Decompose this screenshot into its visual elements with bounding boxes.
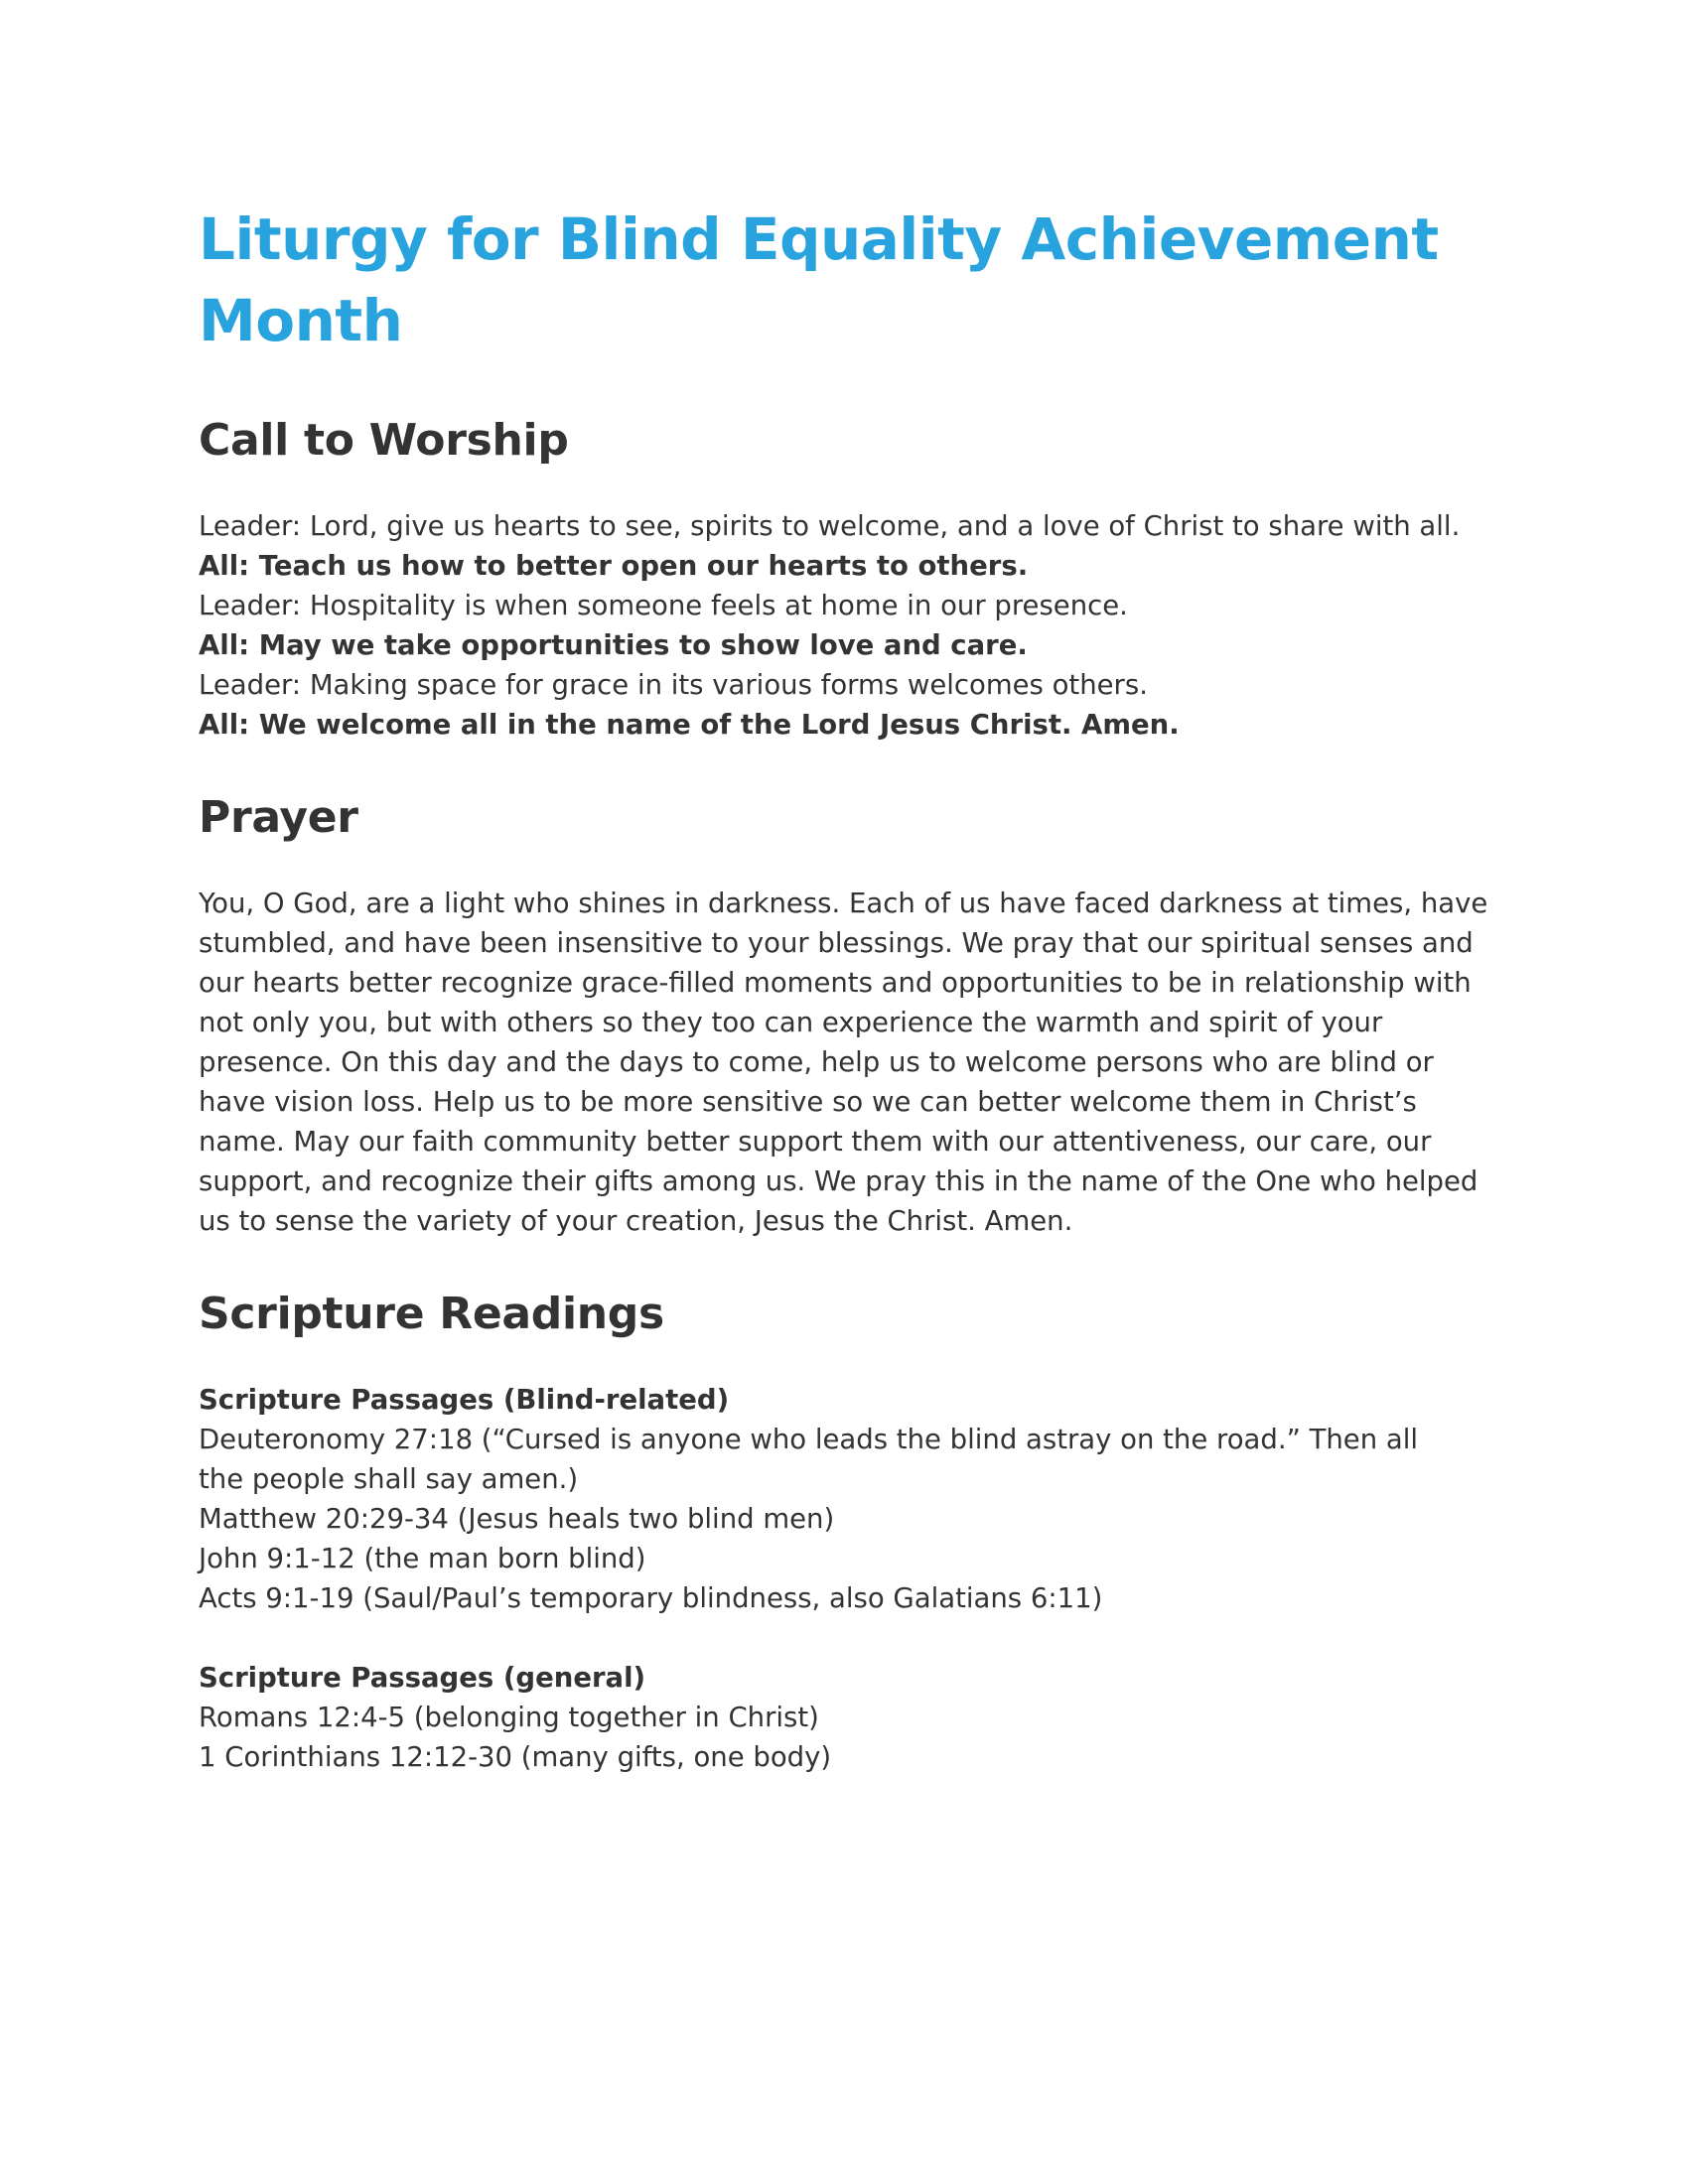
section-heading-prayer: Prayer (199, 792, 358, 843)
scripture-passage-item: Matthew 20:29-34 (Jesus heals two blind men) (199, 1503, 835, 1535)
scripture-group-title: Scripture Passages (Blind-related) (199, 1384, 730, 1416)
section-heading-scripture-readings: Scripture Readings (199, 1289, 664, 1339)
litany-response-line: All: We welcome all in the name of the Lord Jesus Christ. Amen. (199, 709, 1180, 741)
litany-leader-line: Leader: Making space for grace in its various forms welcomes others. (199, 669, 1148, 701)
litany-response-line: All: Teach us how to better open our hearts to others. (199, 550, 1029, 582)
scripture-passage-item: Romans 12:4-5 (belonging together in Christ) (199, 1702, 819, 1733)
section-heading-call-to-worship: Call to Worship (199, 415, 569, 466)
prayer-paragraph: You, O God, are a light who shines in darkness. Each of us have faced darkness at times, have stumbled, and have been insensitive to your blessings. We pray that our spiritual senses and our hearts better recognize grace-filled moments and opportunities to be in relationship with not only you, but with others so they too can experience the warmth and spirit of your presence. On this day and the days to come, help us to welcome persons who are blind or have vision loss. Help us to be more sensitive so we can better welcome them in Christ’s name. May our faith community better support them with our attentiveness, our care, our support, and recognize their gifts among us. We pray this in the name of the One who helped us to sense the variety of your creation, Jesus the Christ. Amen. (199, 887, 1488, 1237)
scripture-passage-item: 1 Corinthians 12:12-30 (many gifts, one body) (199, 1741, 832, 1773)
document-page (199, 199, 1489, 1777)
scripture-passage-item: Deuteronomy 27:18 (“Cursed is anyone who leads the blind astray on the road.” Then all the people shall say amen.) (199, 1424, 1419, 1495)
litany-leader-line: Leader: Lord, give us hearts to see, spirits to welcome, and a love of Christ to share with all. (199, 510, 1461, 542)
page-title: Liturgy for Blind Equality Achievement Month (199, 205, 1439, 354)
scripture-group-general (199, 1658, 1489, 1777)
scripture-group-title: Scripture Passages (general) (199, 1662, 646, 1694)
scripture-passage-item: John 9:1-12 (the man born blind) (199, 1543, 646, 1574)
litany-leader-line: Leader: Hospitality is when someone feels at home in our presence. (199, 590, 1128, 621)
scripture-passage-item: Acts 9:1-19 (Saul/Paul’s temporary blindness, also Galatians 6:11) (199, 1582, 1103, 1614)
scripture-group-blind-related (199, 1380, 1489, 1618)
call-to-worship-litany (199, 506, 1489, 745)
litany-response-line: All: May we take opportunities to show love and care. (199, 629, 1028, 661)
